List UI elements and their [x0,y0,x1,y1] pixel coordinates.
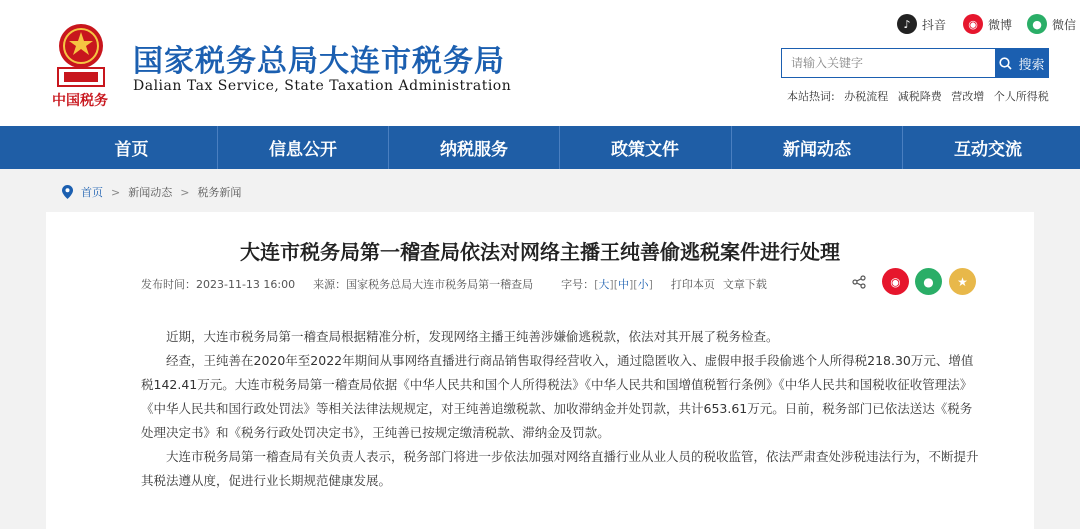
breadcrumb-home[interactable]: 首页 [81,186,103,199]
wechat-icon: ● [1027,14,1047,34]
location-pin-icon [62,185,73,199]
search-icon [999,57,1012,70]
print-button[interactable]: 打印本页 [670,278,715,291]
breadcrumb-separator: > [111,185,121,199]
download-button[interactable]: 文章下载 [722,278,767,291]
social-douyin-label: 抖音 [922,17,947,32]
site-name-cn[interactable]: 国家税务总局大连市税务局 [133,44,505,79]
hot-words [787,88,1055,104]
site-name-en: Dalian Tax Service, State Taxation Administration [133,78,512,94]
breadcrumb-tax-news[interactable]: 税务新闻 [197,186,242,199]
site-header [0,0,1080,126]
social-weibo-label: 微博 [988,17,1013,32]
share-wechat-button[interactable] [915,268,942,295]
share-weibo-button[interactable] [882,268,909,295]
hot-words-label: 本站热词: [787,90,835,103]
search-input[interactable] [781,48,995,78]
nav-item-news[interactable]: 新闻动态 [731,126,902,169]
breadcrumb-news[interactable]: 新闻动态 [128,186,173,199]
source-label: 来源： [313,278,347,291]
social-wechat-link[interactable] [1027,14,1076,34]
nav-item-tax-service[interactable]: 纳税服务 [388,126,559,169]
social-weibo-link[interactable] [963,14,1012,34]
source: 国家税务总局大连市税务局第一稽查局 [346,278,534,291]
nav-item-home[interactable]: 首页 [114,140,149,160]
bracket: ][ [629,277,638,291]
hot-word-link[interactable]: 减税降费 [897,90,942,103]
bracket: [ [594,277,599,291]
share-icon[interactable] [852,275,866,289]
hot-word-link[interactable]: 营改增 [951,90,985,103]
article-paragraph: 近期，大连市税务局第一稽查局根据精准分析，发现网络主播王纯善涉嫌偷逃税款，依法对其开展了税务检查。 [166,329,779,344]
search-button-label: 搜索 [1018,57,1045,73]
logo-text: 中国税务 [52,93,108,109]
publish-time: 2023-11-13 16:00 [196,277,296,291]
weibo-icon: ◉ [963,14,983,34]
article-paragraph: 经查，王纯善在2020年至2022年期间从事网络直播进行商品销售取得经营收入，通过隐匿收入、虚假申报手段偷逃个人所得税218.30万元、增值税142.41万元。大连市税务局第一稽查局依据《中华人民共和国个人所得税法》《中华人民共和国增值税暂行条例》《中华人民共和国税收征收管理法》《中华人民共和国行政处罚法》等相关法律法规规定，对王纯善追缴税款、加收滞纳金并处罚款，共计653.61万元。日前，税务部门已依法送达《税务处理决定书》和《税务行政处罚决定书》，王纯善已按规定缴清税款、滞纳金及罚款。 [141,353,974,440]
hot-word-link[interactable]: 个人所得税 [993,90,1049,103]
font-size-small-button[interactable]: 小 [637,278,649,291]
article-panel [46,212,1034,529]
main-nav [0,126,1080,169]
article-body [141,325,983,493]
star-icon: ★ [957,274,968,289]
tax-emblem-logo[interactable] [46,20,116,112]
social-wechat-label: 微信 [1052,17,1077,32]
social-douyin-link[interactable] [897,14,946,34]
publish-label: 发布时间： [141,278,196,291]
share-favorite-button[interactable] [949,268,976,295]
article-title: 大连市税务局第一稽查局依法对网络主播王纯善偷逃税案件进行处理 [240,240,840,264]
hot-word-link[interactable]: 办税流程 [844,90,889,103]
breadcrumb [62,184,241,200]
bracket: ] [648,277,653,291]
nav-item-policy[interactable]: 政策文件 [559,126,730,169]
wechat-icon: ● [923,274,934,289]
article-paragraph: 大连市税务局第一稽查局有关负责人表示，税务部门将进一步依法加强对网络直播行业从业人员的税收监管，依法严肃查处涉税违法行为，不断提升其税法遵从度，促进行业长期规范健康发展。 [141,449,979,488]
bracket: ][ [609,277,619,291]
article-meta [141,276,767,292]
douyin-icon: ♪ [897,14,917,34]
search-button[interactable] [995,48,1049,78]
search-bar [781,48,1049,78]
breadcrumb-separator: > [180,185,190,199]
weibo-icon: ◉ [890,274,901,289]
font-size-medium-button[interactable]: 中 [618,278,630,291]
nav-item-info-disclosure[interactable]: 信息公开 [217,126,388,169]
font-size-large-button[interactable]: 大 [598,278,610,291]
font-size-label: 字号： [561,278,595,291]
nav-item-interaction[interactable]: 互动交流 [902,126,1073,169]
